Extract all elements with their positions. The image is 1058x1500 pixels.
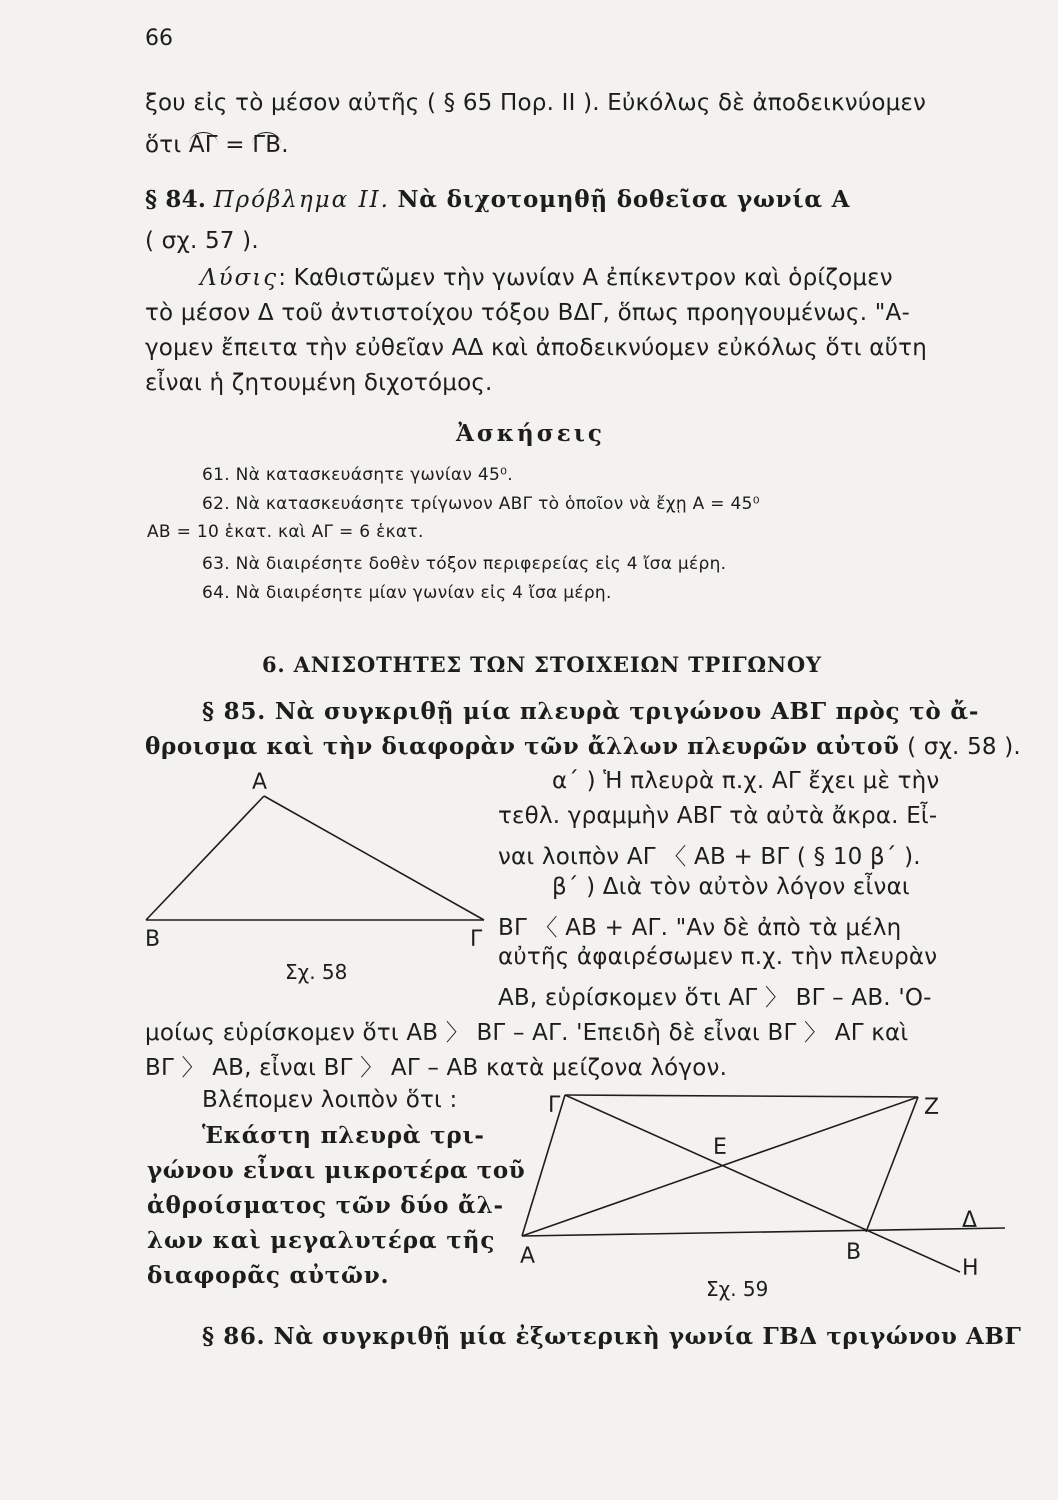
exercise-63: 63. Νὰ διαιρέσητε δοθὲν τόξον περιφερείας εἰς 4 ἴσα μέρη.: [202, 554, 727, 574]
problem-84-solution-line-3: γομεν ἔπειτα τὴν εὐθεῖαν ΑΔ καὶ ἀποδεικνύομεν εὐκόλως ὅτι αὕτη: [145, 335, 927, 361]
equals-sign: =: [225, 132, 245, 158]
fig59-label-h: Η: [962, 1256, 979, 1281]
rule-line-2: γώνου εἶναι μικροτέρα τοῦ: [147, 1157, 526, 1184]
section-6-title: 6. ΑΝΙΣΟΤΗΤΕΣ ΤΩΝ ΣΤΟΙΧΕΙΩΝ ΤΡΙΓΩΝΟΥ: [262, 652, 822, 677]
para-85-a-line-2: τεθλ. γραμμὴν ΑΒΓ τὰ αὐτὰ ἄκρα. Εἶ-: [498, 803, 938, 829]
fig59-label-d: Δ: [962, 1208, 978, 1233]
fig59-line-gh: [565, 1095, 960, 1272]
para-86: § 86. Νὰ συγκριθῇ μία ἐξωτερικὴ γωνία ΓΒΔ τριγώνου ΑΒΓ: [202, 1323, 1022, 1350]
exercise-62-line-2: ΑΒ = 10 ἑκατ. καὶ ΑΓ = 6 ἑκατ.: [147, 522, 424, 542]
fig58-side-ag: [264, 796, 484, 920]
para-85-b-line-4: ΑΒ, εὑρίσκομεν ὅτι ΑΓ 〉 ΒΓ – ΑΒ. 'Ο-: [498, 985, 932, 1011]
problem-84-solution-line-2: τὸ μέσον Δ τοῦ ἀντιστοίχου τόξου ΒΔΓ, ὅπως προηγουμένως. "Α-: [145, 300, 910, 326]
fig59-line-az: [522, 1097, 918, 1236]
rule-line-4: λων καὶ μεγαλυτέρα τῆς: [147, 1227, 496, 1254]
arc-gb: ΓΒ: [252, 132, 282, 158]
rule-line-5: διαφορᾶς αὐτῶν.: [147, 1262, 390, 1289]
page-number: 66: [145, 26, 173, 51]
intro-line-1: ξου εἰς τὸ μέσον αὐτῆς ( § 65 Πορ. II ). Εὐκόλως δὲ ἀποδεικνύομεν: [145, 90, 927, 116]
para-85-fig-ref: ( σχ. 58 ).: [907, 734, 1021, 760]
fig59-caption: Σχ. 59: [706, 1277, 769, 1301]
para-85-a-line-1: α΄ ) Ἡ πλευρὰ π.χ. ΑΓ ἔχει μὲ τὴν: [552, 768, 940, 794]
solution-label: Λύσις: [200, 265, 279, 291]
exercise-61: 61. Νὰ κατασκευάσητε γωνίαν 45⁰.: [202, 465, 513, 485]
rule-line-3: ἀθροίσματος τῶν δύο ἄλ-: [147, 1192, 504, 1219]
problem-84-label: Πρόβλημα II.: [213, 187, 390, 213]
conclusion-intro: Βλέπομεν λοιπὸν ὅτι :: [202, 1087, 458, 1113]
para-85-line-2-bold: θροισμα καὶ τὴν διαφορὰν τῶν ἄλλων πλευρῶν αὐτοῦ: [145, 733, 900, 760]
fig58-caption: Σχ. 58: [285, 960, 348, 984]
para-85-line-2: [145, 733, 1021, 760]
para-85-b-line-3: αὐτῆς ἀφαιρέσωμεν π.χ. τὴν πλευρὰν: [498, 944, 938, 970]
para-85-b-line-6: ΒΓ 〉 ΑΒ, εἶναι ΒΓ 〉 ΑΓ – ΑΒ κατὰ μείζονα λόγον.: [145, 1055, 728, 1081]
fig58-side-ab: [146, 796, 264, 920]
problem-84-number: § 84.: [145, 186, 207, 213]
exercise-62-line-1: 62. Νὰ κατασκευάσητε τρίγωνον ΑΒΓ τὸ ὁποῖον νὰ ἔχῃ Α = 45⁰: [202, 494, 760, 514]
fig58-label-b: Β: [145, 927, 161, 952]
arc-ag: ΑΓ: [188, 132, 218, 158]
para-85-line-1: § 85. Νὰ συγκριθῇ μία πλευρὰ τριγώνου ΑΒΓ πρὸς τὸ ἄ-: [202, 698, 980, 725]
exercise-64: 64. Νὰ διαιρέσητε μίαν γωνίαν εἰς 4 ἴσα μέρη.: [202, 583, 612, 603]
fig59-lines: [522, 1095, 1005, 1272]
para-85-a-line-3: ναι λοιπὸν ΑΓ 〈 ΑΒ + ΒΓ ( § 10 β΄ ).: [498, 844, 921, 870]
fig59-label-b: Β: [846, 1240, 862, 1265]
para-85-b-line-5: μοίως εὑρίσκομεν ὅτι ΑΒ 〉 ΒΓ – ΑΓ. 'Επειδὴ δὲ εἶναι ΒΓ 〉 ΑΓ καὶ: [145, 1020, 909, 1046]
problem-84-title: Νὰ διχοτομηθῇ δοθεῖσα γωνία Α: [397, 186, 851, 213]
exercises-heading: Ἀσκήσεις: [456, 420, 605, 447]
fig59-label-e: Ε: [713, 1135, 727, 1160]
solution-text-1: : Καθιστῶμεν τὴν γωνίαν Α ἐπίκεντρον καὶ ὁρίζομεν: [278, 265, 893, 291]
fig59-line-ad: [522, 1228, 1005, 1236]
fig59-line-gz: [565, 1095, 918, 1097]
intro-line-2-suffix: .: [281, 132, 289, 158]
fig59-label-z: Ζ: [924, 1095, 940, 1120]
problem-84-ref: ( σχ. 57 ).: [145, 228, 259, 254]
fig59-line-zb: [866, 1097, 918, 1232]
fig59-line-ag: [522, 1095, 565, 1236]
fig58-label-g: Γ: [470, 927, 483, 952]
problem-84-solution-line-4: εἶναι ἡ ζητουμένη διχοτόμος.: [145, 370, 493, 396]
fig58-label-a: Α: [252, 770, 268, 795]
rule-line-1: Ἑκάστη πλευρὰ τρι-: [202, 1122, 485, 1149]
fig59-label-a: Α: [520, 1244, 536, 1269]
fig58-triangle: [146, 796, 484, 920]
fig59-label-g: Γ: [548, 1093, 561, 1118]
intro-line-2-prefix: ὅτι: [145, 132, 182, 158]
intro-line-2: [145, 132, 289, 158]
para-85-b-line-1: β΄ ) Διὰ τὸν αὐτὸν λόγον εἶναι: [552, 874, 910, 900]
para-85-b-line-2: ΒΓ 〈 ΑΒ + ΑΓ. "Αν δὲ ἀπὸ τὰ μέλη: [498, 915, 902, 941]
problem-84-heading: [145, 186, 850, 213]
problem-84-solution-line-1: [200, 265, 893, 291]
